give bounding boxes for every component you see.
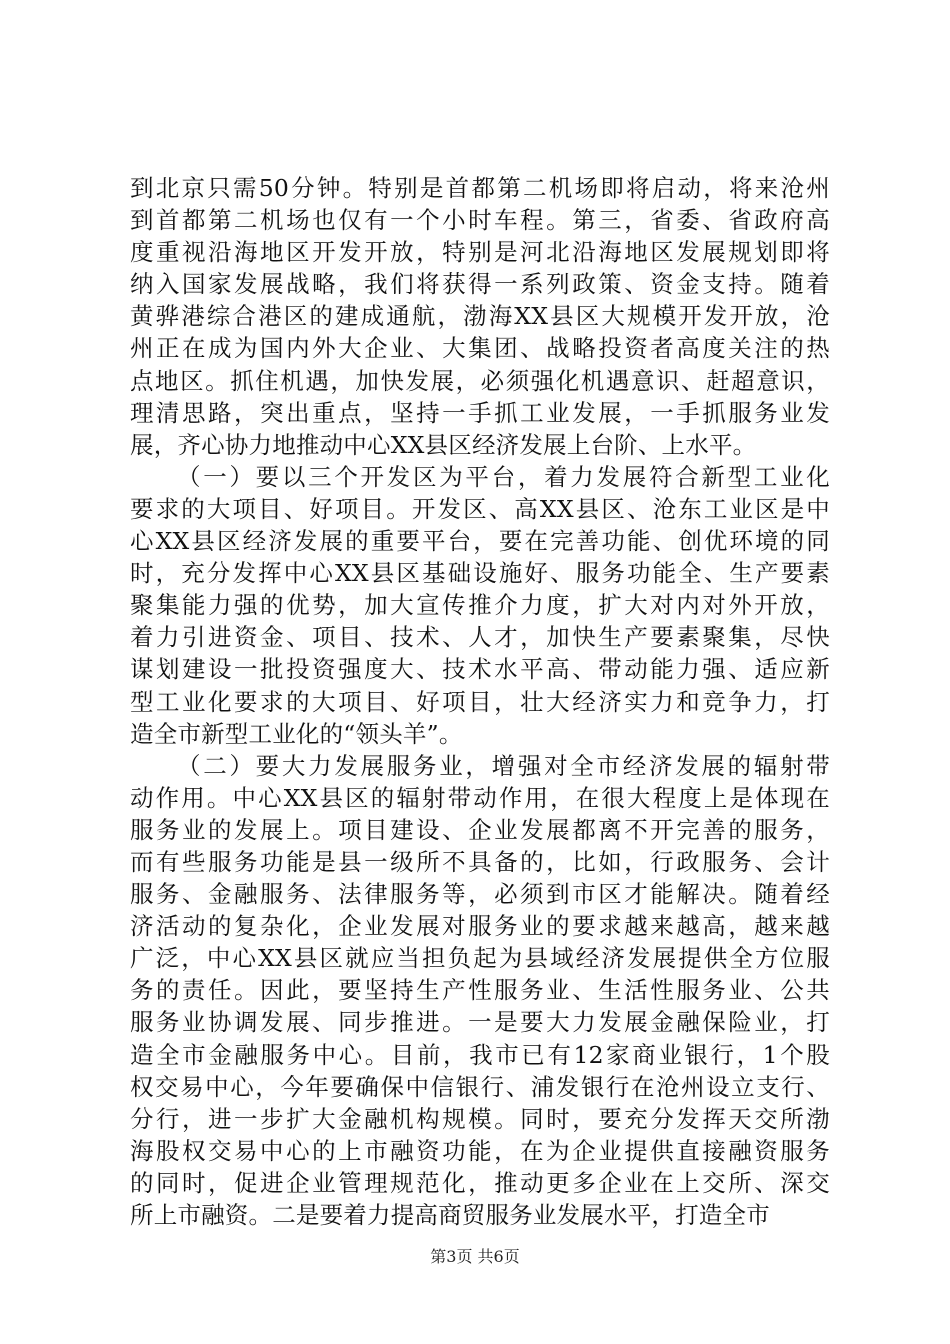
text-line: 着力引进资金、项目、技术、人才，加快生产要素聚集，尽快: [130, 623, 830, 652]
page-footer: 第3页 共6页: [430, 1247, 520, 1266]
text-line: 到首都第二机场也仅有一个小时车程。第三，省委、省政府高: [130, 206, 830, 235]
text-line: 心XX县区经济发展的重要平台，要在完善功能、创优环境的同: [130, 527, 830, 556]
text-line: 济活动的复杂化，企业发展对服务业的要求越来越高，越来越: [130, 912, 830, 941]
text-line: 要求的大项目、好项目。开发区、高XX县区、沧东工业区是中: [130, 494, 830, 523]
text-line: 展，齐心协力地推动中心XX县区经济发展上台阶、上水平。: [130, 430, 757, 459]
text-line: 纳入国家发展战略，我们将获得一系列政策、资金支持。随着: [130, 270, 830, 299]
paragraph: [130, 172, 830, 461]
text-line: 州正在成为国内外大企业、大集团、战略投资者高度关注的热: [130, 334, 830, 363]
text-line: 点地区。抓住机遇，加快发展，必须强化机遇意识、赶超意识，: [130, 366, 830, 395]
text-line: 动作用。中心XX县区的辐射带动作用，在很大程度上是体现在: [130, 783, 830, 812]
text-line: 而有些服务功能是县一级所不具备的，比如，行政服务、会计: [130, 847, 830, 876]
text-line: 所上市融资。二是要着力提高商贸服务业发展水平，打造全市: [130, 1201, 770, 1229]
text-line: 造全市金融服务中心。目前，我市已有12家商业银行，1个股: [130, 1040, 830, 1069]
text-line: 聚集能力强的优势，加大宣传推介力度，扩大对内对外开放，: [130, 591, 830, 620]
paragraph: [130, 461, 830, 750]
text-line: 服务、金融服务、法律服务等，必须到市区才能解决。随着经: [130, 880, 830, 909]
text-line: 服务业的发展上。项目建设、企业发展都离不开完善的服务，: [130, 815, 830, 844]
text-line: （二）要大力发展服务业，增强对全市经济发展的辐射带: [177, 751, 830, 780]
text-line: 广泛，中心XX县区就应当担负起为县域经济发展提供全方位服: [130, 944, 830, 973]
text-line: 到北京只需50分钟。特别是首都第二机场即将启动，将来沧州: [130, 174, 830, 202]
text-line: 型工业化要求的大项目、好项目，壮大经济实力和竞争力，打: [130, 687, 830, 716]
text-line: 时，充分发挥中心XX县区基础设施好、服务功能全、生产要素: [130, 559, 830, 588]
text-line: 服务业协调发展、同步推进。一是要大力发展金融保险业，打: [130, 1008, 830, 1037]
paragraph: [130, 750, 830, 1231]
document-body: [130, 172, 830, 1231]
text-line: 权交易中心，今年要确保中信银行、浦发银行在沧州设立支行、: [130, 1072, 830, 1101]
text-line: 造全市新型工业化的“领头羊”。: [130, 719, 463, 748]
text-line: 海股权交易中心的上市融资功能，在为企业提供直接融资服务: [130, 1136, 830, 1165]
text-line: 度重视沿海地区开发开放，特别是河北沿海地区发展规划即将: [130, 238, 830, 267]
text-line: 谋划建设一批投资强度大、技术水平高、带动能力强、适应新: [130, 655, 830, 684]
text-line: （一）要以三个开发区为平台，着力发展符合新型工业化: [177, 462, 830, 491]
text-line: 黄骅港综合港区的建成通航，渤海XX县区大规模开发开放，沧: [130, 302, 830, 331]
text-line: 分行，进一步扩大金融机构规模。同时，要充分发挥天交所渤: [130, 1104, 830, 1133]
text-line: 务的责任。因此，要坚持生产性服务业、生活性服务业、公共: [130, 976, 830, 1005]
text-line: 理清思路，突出重点，坚持一手抓工业发展，一手抓服务业发: [130, 398, 830, 427]
text-line: 的同时，促进企业管理规范化，推动更多企业在上交所、深交: [130, 1168, 830, 1197]
